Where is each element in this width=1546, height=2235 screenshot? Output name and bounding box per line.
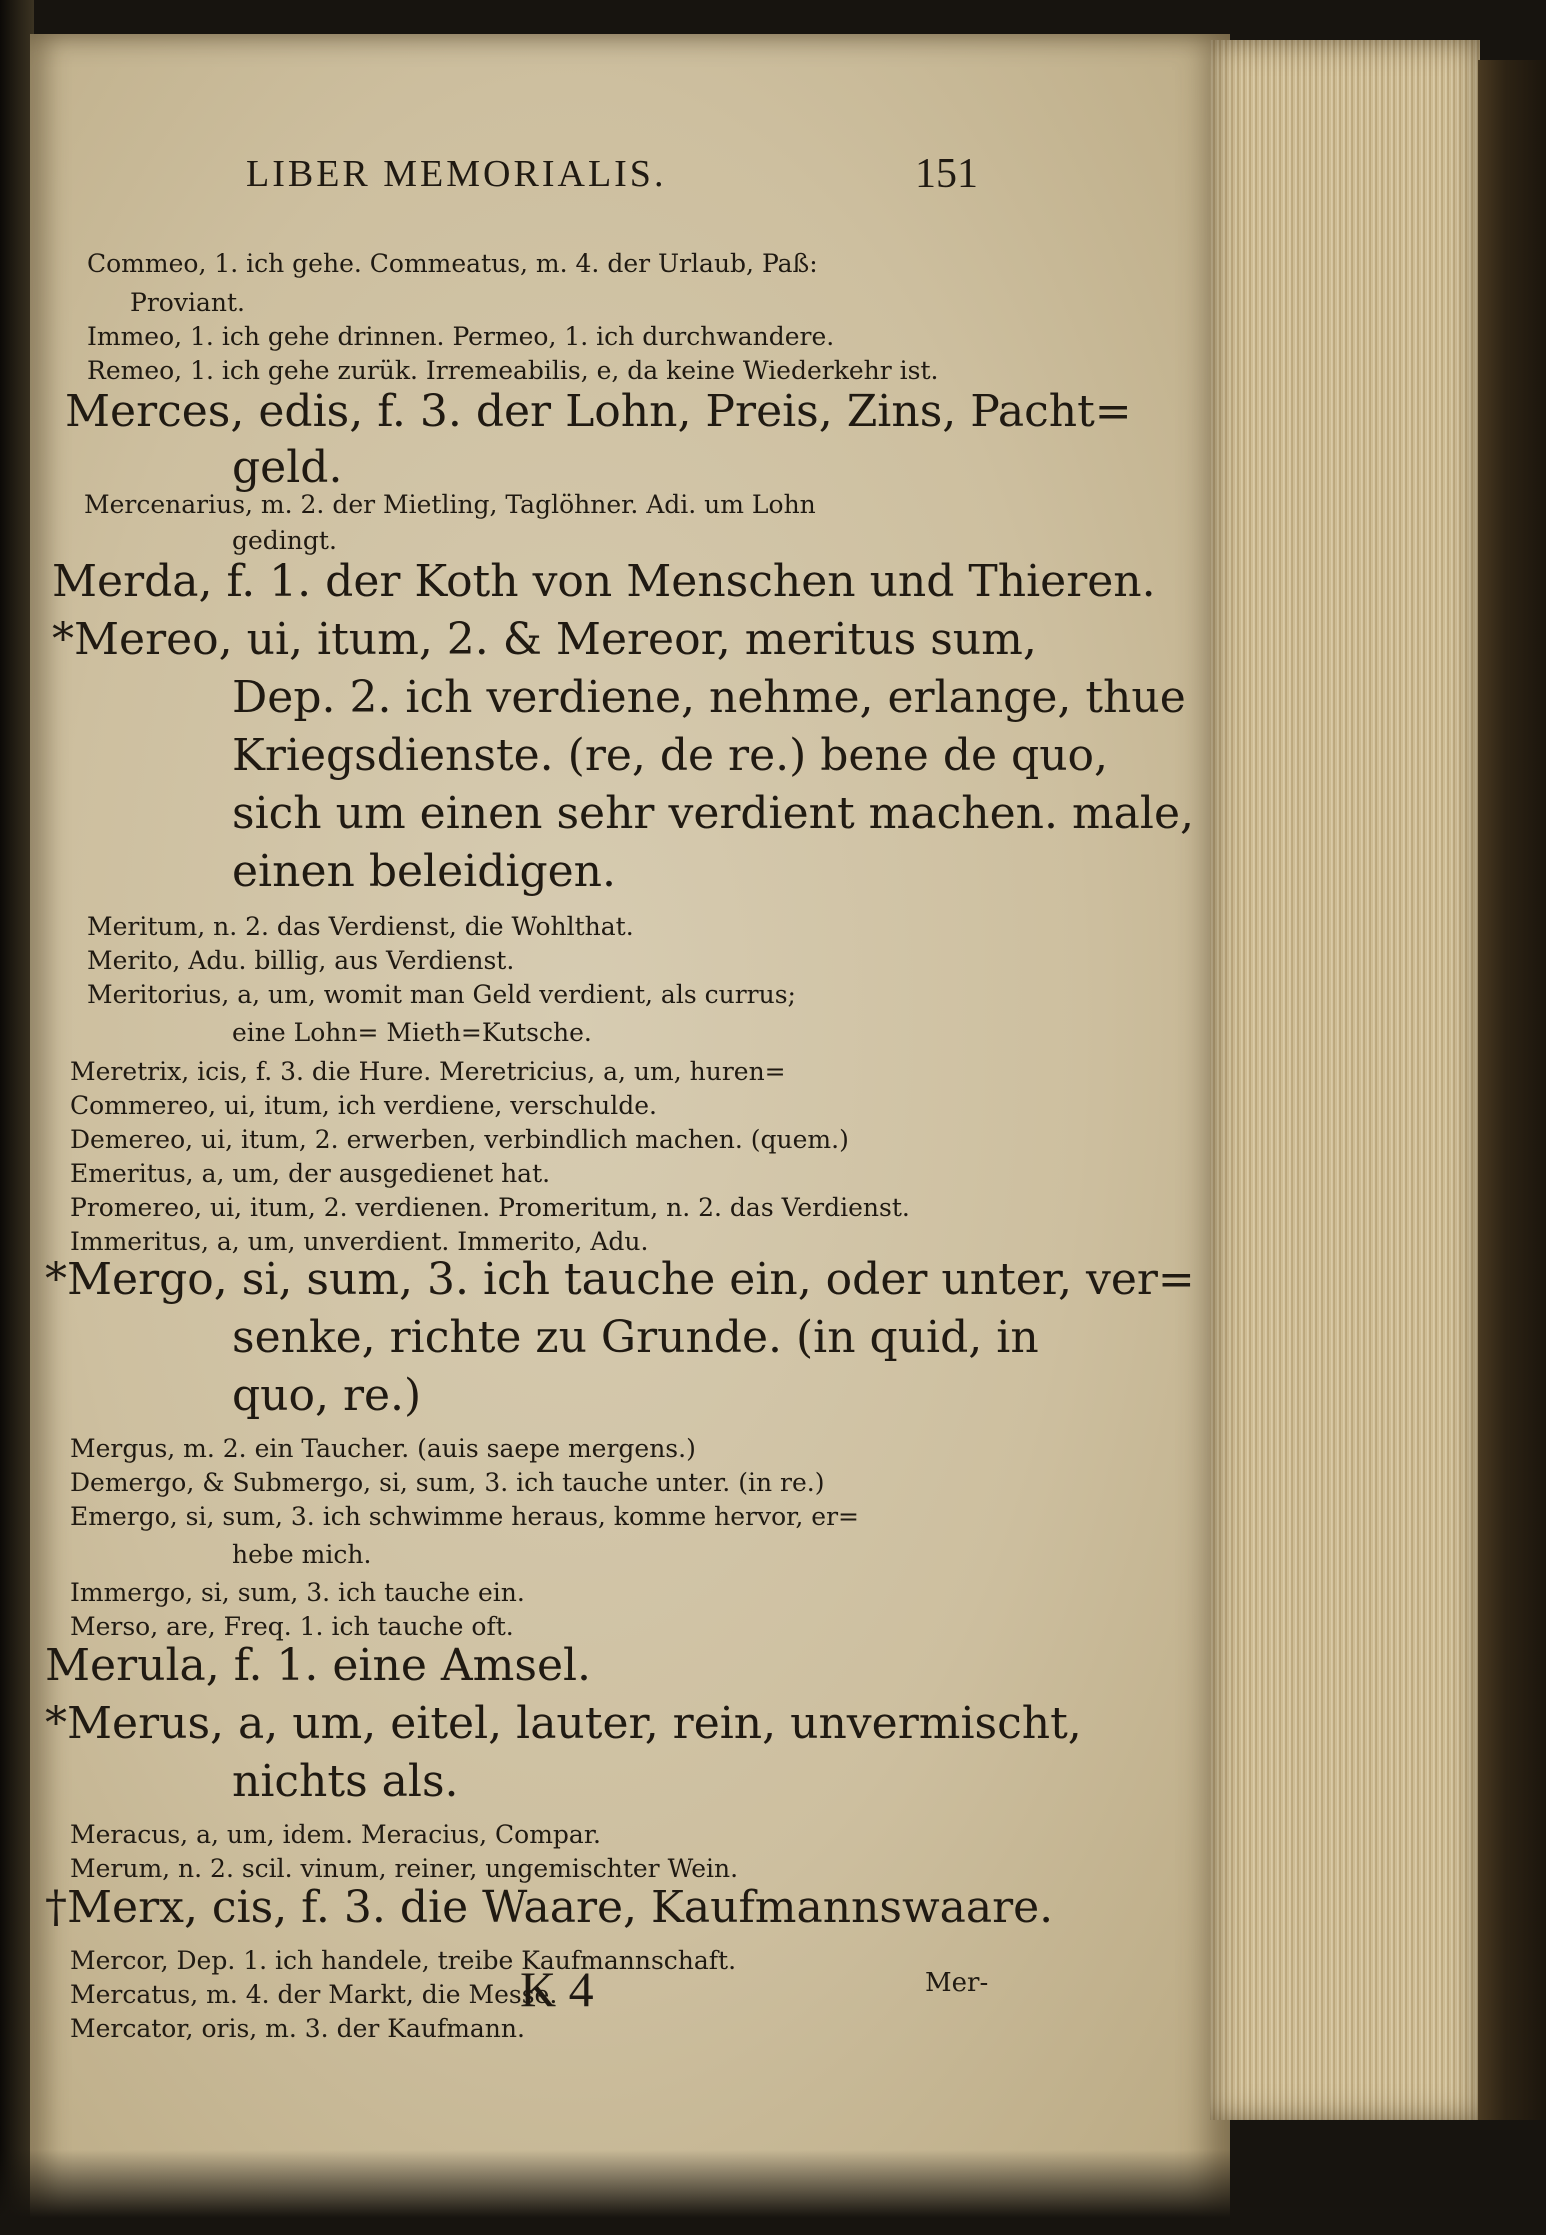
entry-line: Merula, f. 1. eine Amsel. xyxy=(45,1640,592,1691)
entry-line: Remeo, 1. ich gehe zurük. Irremeabilis, e, da keine Wiederkehr ist. xyxy=(87,356,939,385)
entry-line: Merum, n. 2. scil. vinum, reiner, ungemischter Wein. xyxy=(70,1854,739,1883)
entry-line: Immeo, 1. ich gehe drinnen. Permeo, 1. ich durchwandere. xyxy=(87,322,835,351)
entry-line: einen beleidigen. xyxy=(232,846,616,897)
entry-line: hebe mich. xyxy=(232,1540,372,1569)
entry-line: Commeo, 1. ich gehe. Commeatus, m. 4. der Urlaub, Paß: xyxy=(87,249,818,278)
entry-line: Merda, f. 1. der Koth von Menschen und Thieren. xyxy=(52,556,1156,607)
entry-line: Emeritus, a, um, der ausgedienet hat. xyxy=(70,1159,551,1188)
entry-line: senke, richte zu Grunde. (in quid, in xyxy=(232,1312,1039,1363)
book-page xyxy=(30,34,1230,2224)
page-number: 151 xyxy=(915,151,978,197)
entry-line: Promereo, ui, itum, 2. verdienen. Promeritum, n. 2. das Verdienst. xyxy=(70,1193,910,1222)
entry-line: eine Lohn= Mieth=Kutsche. xyxy=(232,1018,592,1047)
entry-line: Proviant. xyxy=(130,288,245,317)
book-gutter xyxy=(0,0,34,2235)
entry-line: *Merus, a, um, eitel, lauter, rein, unvermischt, xyxy=(45,1698,1082,1749)
entry-line: Mercatus, m. 4. der Markt, die Messe. xyxy=(70,1980,558,2009)
entry-line: †Merx, cis, f. 3. die Waare, Kaufmannswaare. xyxy=(45,1882,1054,1933)
entry-line: Immeritus, a, um, unverdient. Immerito, Adu. xyxy=(70,1227,649,1256)
bottom-shadow xyxy=(0,2150,1546,2235)
entry-line: Meritum, n. 2. das Verdienst, die Wohlthat. xyxy=(87,912,634,941)
entry-line: Mercator, oris, m. 3. der Kaufmann. xyxy=(70,2014,525,2043)
entry-line: nichts als. xyxy=(232,1756,459,1807)
entry-line: Mergus, m. 2. ein Taucher. (auis saepe mergens.) xyxy=(70,1434,696,1463)
entry-line: Merces, edis, f. 3. der Lohn, Preis, Zins, Pacht= xyxy=(65,386,1132,437)
entry-line: Dep. 2. ich verdiene, nehme, erlange, thue xyxy=(232,672,1186,723)
entry-line: Meritorius, a, um, womit man Geld verdient, als currus; xyxy=(87,980,796,1009)
entry-line: *Mergo, si, sum, 3. ich tauche ein, oder unter, ver= xyxy=(45,1254,1195,1305)
entry-line: gedingt. xyxy=(232,526,337,555)
entry-line: quo, re.) xyxy=(232,1370,422,1421)
entry-line: Mercenarius, m. 2. der Mietling, Taglöhner. Adi. um Lohn xyxy=(84,490,816,519)
book-cover-edge xyxy=(1478,60,1546,2120)
signature-mark: K 4 xyxy=(520,1961,594,2017)
catchword: Mer- xyxy=(925,1968,989,1998)
entry-line: Emergo, si, sum, 3. ich schwimme heraus, komme hervor, er= xyxy=(70,1502,859,1531)
entry-line: Mercor, Dep. 1. ich handele, treibe Kaufmannschaft. xyxy=(70,1946,737,1975)
entry-line: geld. xyxy=(232,442,343,493)
entry-line: Commereo, ui, itum, ich verdiene, verschulde. xyxy=(70,1091,657,1120)
entry-line: Merito, Adu. billig, aus Verdienst. xyxy=(87,946,515,975)
entry-line: Merso, are, Freq. 1. ich tauche oft. xyxy=(70,1612,514,1641)
entry-line: *Mereo, ui, itum, 2. & Mereor, meritus sum, xyxy=(52,614,1037,665)
entry-line: Kriegsdienste. (re, de re.) bene de quo, xyxy=(232,730,1109,781)
page-edges xyxy=(1210,40,1480,2120)
entry-line: Immergo, si, sum, 3. ich tauche ein. xyxy=(70,1578,525,1607)
running-header: LIBER MEMORIALIS. xyxy=(246,153,667,195)
entry-line: Meracus, a, um, idem. Meracius, Compar. xyxy=(70,1820,601,1849)
entry-line: sich um einen sehr verdient machen. male, xyxy=(232,788,1195,839)
entry-line: Demergo, & Submergo, si, sum, 3. ich tauche unter. (in re.) xyxy=(70,1468,825,1497)
entry-line: Demereo, ui, itum, 2. erwerben, verbindlich machen. (quem.) xyxy=(70,1125,849,1154)
entry-line: Meretrix, icis, f. 3. die Hure. Meretricius, a, um, huren= xyxy=(70,1057,786,1086)
